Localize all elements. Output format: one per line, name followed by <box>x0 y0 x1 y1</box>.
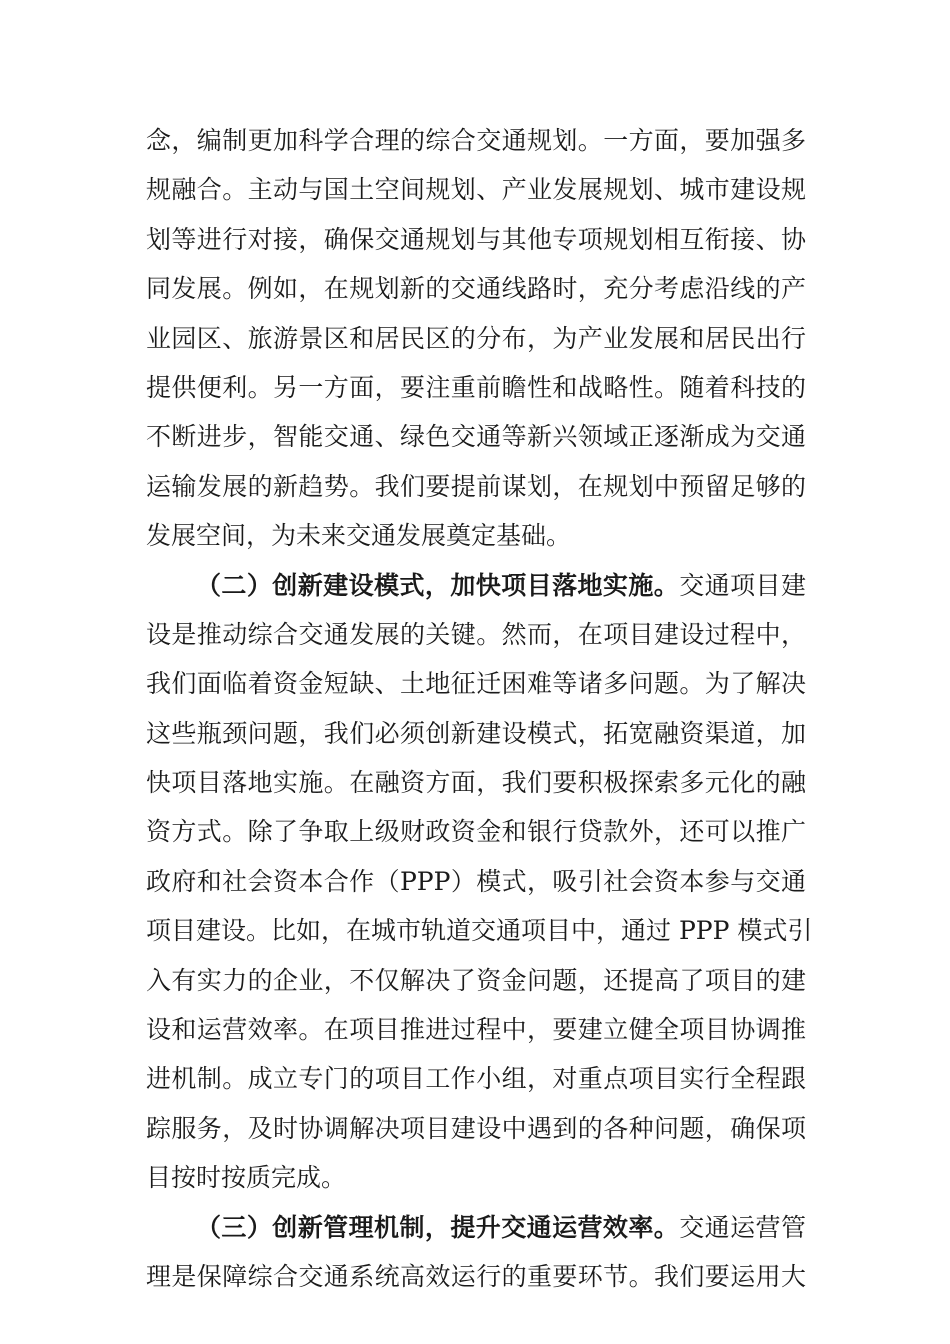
text-line: 我们面临着资金短缺、土地征迁困难等诸多问题。为了解决 <box>146 669 806 699</box>
text-line: 项目建设。比如，在城市轨道交通项目中，通过 PPP 模式引 <box>146 916 813 946</box>
section-heading: （二）创新建设模式，加快项目落地实施。 <box>196 570 680 600</box>
text-line: 发展空间，为未来交通发展奠定基础。 <box>146 521 572 551</box>
text-line: 快项目落地实施。在融资方面，我们要积极探索多元化的融 <box>146 768 806 798</box>
text-line: 入有实力的企业，不仅解决了资金问题，还提高了项目的建 <box>146 965 806 995</box>
paragraph-2 <box>146 561 813 1203</box>
text-line: 踪服务，及时协调解决项目建设中遇到的各种问题，确保项 <box>146 1113 806 1143</box>
text-line: 设是推动综合交通发展的关键。然而，在项目建设过程中， <box>146 619 806 649</box>
text-line: 同发展。例如，在规划新的交通线路时，充分考虑沿线的产 <box>146 274 806 304</box>
text-run: 交通项目建 <box>679 570 806 600</box>
text-line: 设和运营效率。在项目推进过程中，要建立健全项目协调推 <box>146 1015 806 1045</box>
paragraph-3 <box>146 1203 806 1302</box>
text-line: 理是保障综合交通系统高效运行的重要环节。我们要运用大 <box>146 1261 806 1291</box>
text-run: 交通运营管 <box>679 1212 806 1242</box>
document-page <box>146 116 813 1301</box>
text-line: 规融合。主动与国土空间规划、产业发展规划、城市建设规 <box>146 175 806 205</box>
text-line: 这些瓶颈问题，我们必须创新建设模式，拓宽融资渠道，加 <box>146 718 806 748</box>
text-line <box>146 561 806 610</box>
section-heading: （三）创新管理机制，提升交通运营效率。 <box>196 1212 680 1242</box>
text-line: 不断进步，智能交通、绿色交通等新兴领域正逐渐成为交通 <box>146 422 806 452</box>
text-line: 目按时按质完成。 <box>146 1163 347 1193</box>
text-line: 运输发展的新趋势。我们要提前谋划，在规划中预留足够的 <box>146 471 806 501</box>
text-line: 业园区、旅游景区和居民区的分布，为产业发展和居民出行 <box>146 323 806 353</box>
text-line: 提供便利。另一方面，要注重前瞻性和战略性。随着科技的 <box>146 372 806 402</box>
text-line: 资方式。除了争取上级财政资金和银行贷款外，还可以推广 <box>146 817 806 847</box>
text-line: 进机制。成立专门的项目工作小组，对重点项目实行全程跟 <box>146 1064 806 1094</box>
paragraph-1 <box>146 116 806 561</box>
text-line: 划等进行对接，确保交通规划与其他专项规划相互衔接、协 <box>146 224 806 254</box>
text-line: 政府和社会资本合作（PPP）模式，吸引社会资本参与交通 <box>146 866 806 896</box>
text-line <box>146 1203 806 1252</box>
text-line: 念，编制更加科学合理的综合交通规划。一方面，要加强多 <box>146 126 806 155</box>
